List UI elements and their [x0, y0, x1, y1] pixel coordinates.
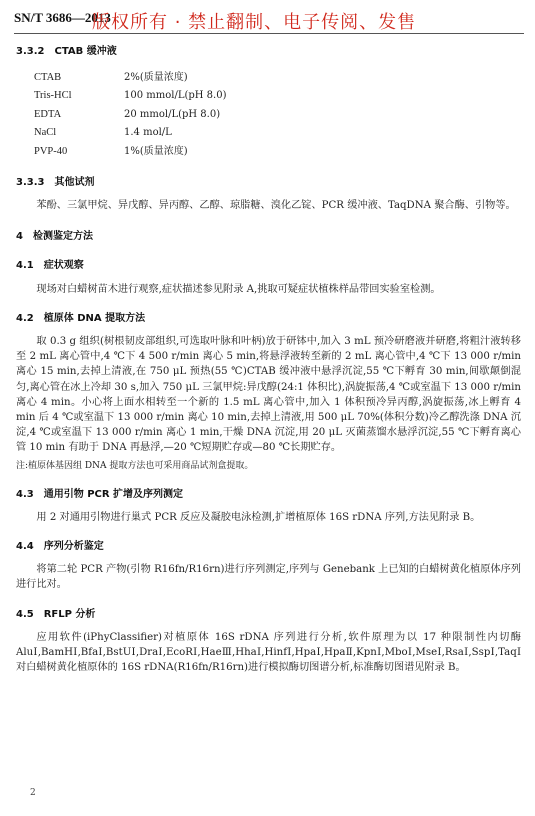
- heading-4-2: 4.2 植原体 DNA 提取方法: [16, 312, 146, 324]
- heading-4-4: 4.4 序列分析鉴定: [16, 540, 104, 552]
- heading-3-3-3: 3.3.3 其他试剂: [16, 176, 95, 188]
- page-header: [14, 8, 524, 32]
- copyright-watermark: 版权所有 · 禁止翻制、电子传阅、发售: [92, 12, 417, 33]
- heading-3-3-2: 3.3.2 CTAB 缓冲液: [16, 46, 117, 57]
- paragraph-other-reagents: 苯酚、三氯甲烷、异戊醇、异丙醇、乙醇、琼脂糖、溴化乙锭、PCR 缓冲液、TaqDNA 聚合酶、引物等。: [36, 199, 516, 211]
- heading-4-3: 4.3 通用引物 PCR 扩增及序列测定: [16, 488, 184, 500]
- document-body: [16, 44, 521, 675]
- heading-4-1: 4.1 症状观察: [16, 260, 84, 272]
- buffer-composition-list: [34, 68, 521, 161]
- heading-4: 4 检测鉴定方法: [16, 231, 93, 243]
- list-item: PVP-40 1%(质量浓度): [34, 145, 188, 157]
- list-item: Tris-HCl 100 mmol/L(pH 8.0): [34, 90, 227, 102]
- list-item: EDTA 20 mmol/L(pH 8.0): [34, 108, 221, 120]
- header-rule: [14, 33, 524, 34]
- standard-code: SN/T 3686—2013: [14, 10, 111, 25]
- paragraph-pcr-amplification: 用 2 对通用引物进行巢式 PCR 反应及凝胶电泳检测,扩增植原体 16S rDNA 序列,方法见附录 B。: [36, 511, 481, 523]
- paragraph-rflp-analysis: 应用软件(iPhyClassifier)对植原体 16S rDNA 序列进行分析,软件原理为以 17 种限制性内切酶 AluⅠ,BamHⅠ,BfaⅠ,BstUⅠ,DraⅠ,EcoRⅠ,HaeⅢ,HhaⅠ,HinfⅠ,HpaⅠ,HpaⅡ,KpnⅠ,MboⅠ,MseⅠ,RsaⅠ,SspⅠ,TaqⅠ对白蜡树黄化植原体的 16S rDNA(R16fn/R16rn)进行模拟酶切图谱分析,标准酶切图谱见附录 B。: [16, 631, 521, 674]
- paragraph-sequence-analysis: 将第二轮 PCR 产物(引物 R16fn/R16rn)进行序列测定,序列与 Genebank 上已知的白蜡树黄化植原体序列进行比对。: [16, 564, 521, 591]
- paragraph-symptom-observation: 现场对白蜡树苗木进行观察,症状描述参见附录 A,挑取可疑症状植株样品带回实验室检测。: [36, 283, 441, 295]
- list-item: NaCl 1.4 mol/L: [34, 127, 172, 139]
- paragraph-dna-extraction: 取 0.3 g 组织(树根韧皮部组织,可选取叶脉和叶柄)放于研钵中,加入 3 mL 预冷研磨液并研磨,将粗汁液转移至 2 mL 离心管中,4 ℃下 4 500 r/min 离心 5 min,将悬浮液转至新的 2 mL 离心管中,4 ℃下 13 000 r/min 离心 15 min,去掉上清液,在 750 μL 预热(55 ℃)CTAB 缓冲液中悬浮沉淀,55 ℃下孵育 30 min,间歇颠倒混匀,离心管在冰上冷却 30 s,加入 750 μL 三氯甲烷:异戊醇(24:1 体积比),涡旋振荡,4 ℃或室温下 13 000 r/min 离心 4 min。小心将上面水相转至一个新的 1.5 mL 离心管中,加入 1 体积预冷异丙醇,涡旋振荡,冰上孵育 4 min 后 4 ℃或室温下 13 000 r/min 离心 10 min,去掉上清液,用 500 μL 70%(体积分数)冷乙醇洗涤 DNA 沉淀,4 ℃或室温下 13 000 r/min 离心 1 min,干燥 DNA 沉淀,用 20 μL 灭菌蒸馏水悬浮沉淀,55 ℃下孵育离心管 10 min 有助于 DNA 再悬浮,—20 ℃短期贮存或—80 ℃长期贮存。: [16, 335, 521, 454]
- note-dna-extraction: 注:植原体基因组 DNA 提取方法也可采用商品试剂盒提取。: [16, 460, 254, 471]
- page-number: 2: [30, 788, 36, 798]
- heading-4-5: 4.5 RFLP 分析: [16, 608, 96, 620]
- list-item: CTAB 2%(质量浓度): [34, 71, 188, 83]
